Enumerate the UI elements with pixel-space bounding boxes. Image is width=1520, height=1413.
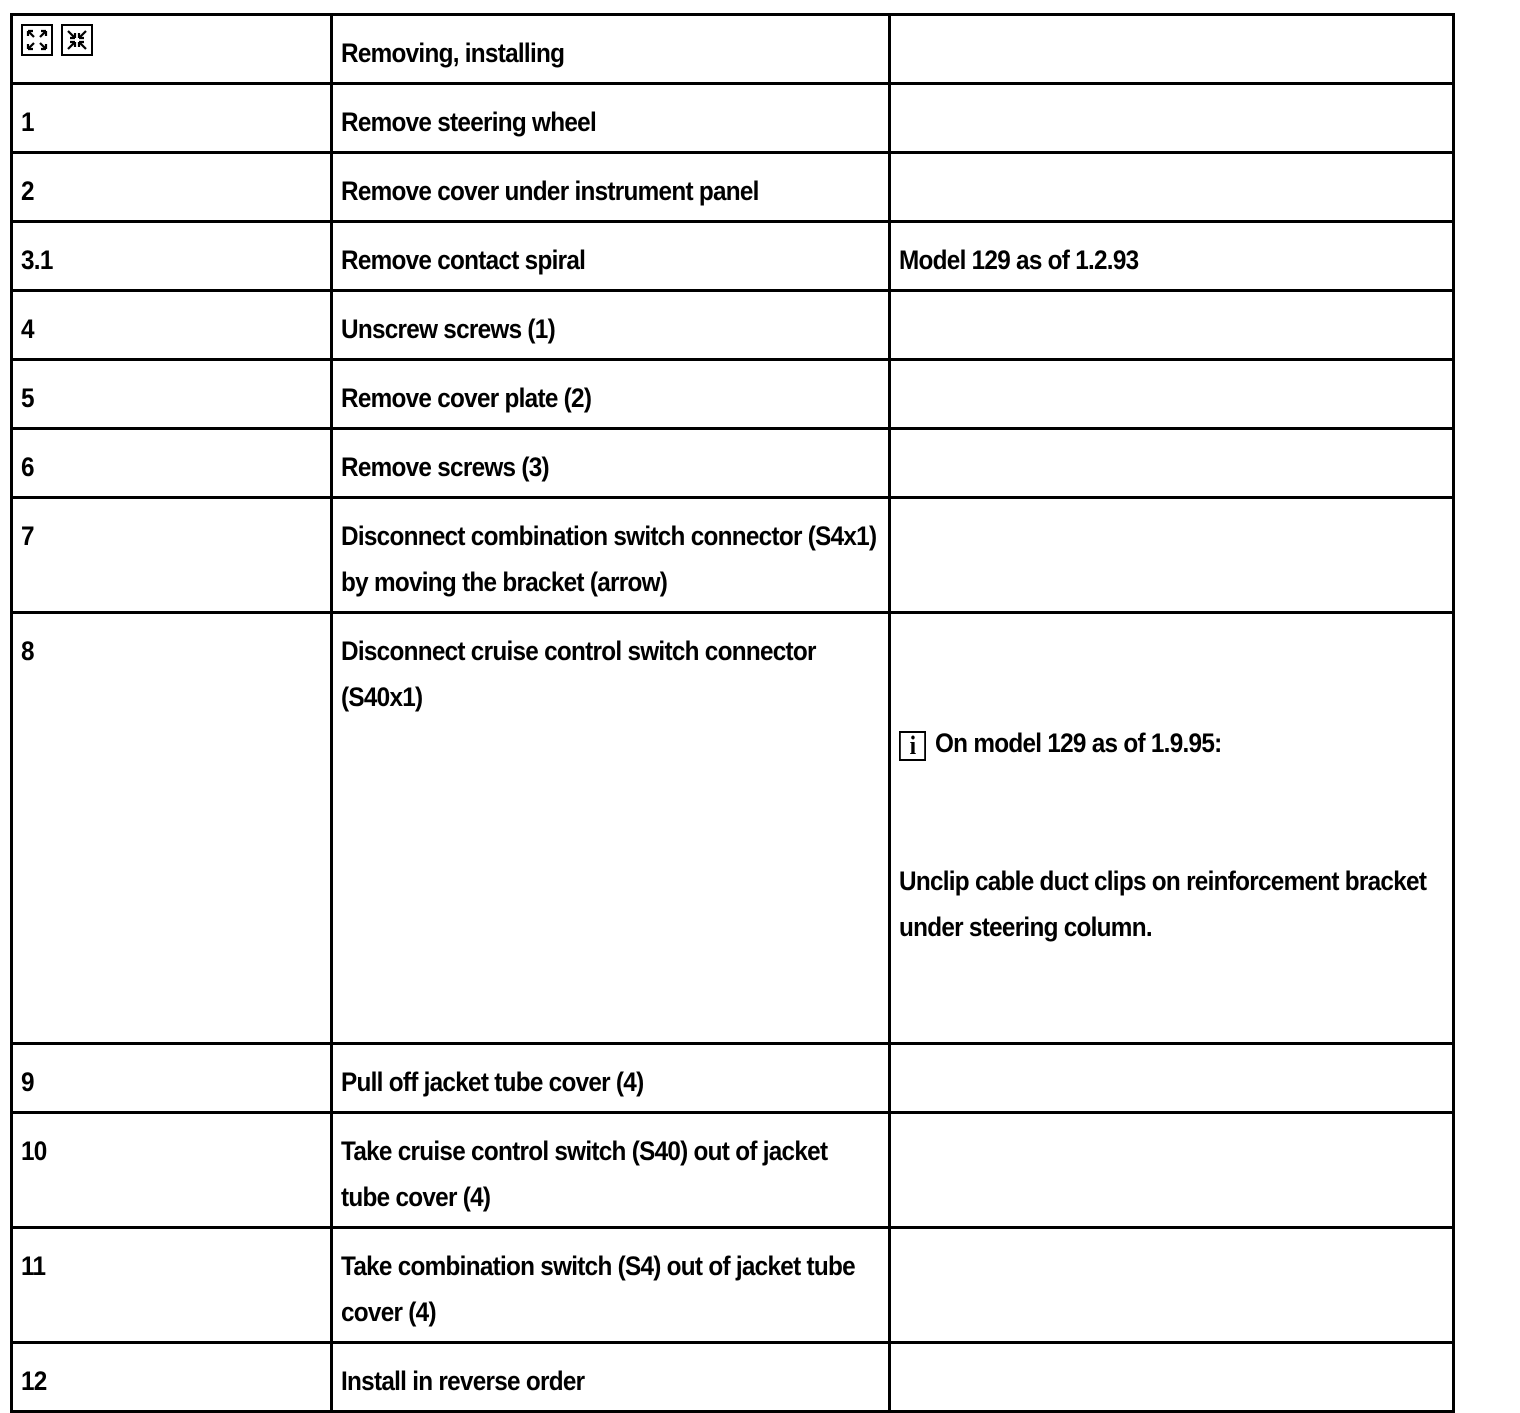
- step-action-cell: [332, 222, 890, 291]
- step-action: Remove cover under instrument panel: [341, 176, 759, 206]
- step-number: 12: [21, 1366, 47, 1396]
- step-note-cell: [890, 1343, 1454, 1412]
- step-note-cell: [890, 84, 1454, 153]
- step-action-cell: [332, 153, 890, 222]
- table-row: [12, 222, 1454, 291]
- step-action: Remove steering wheel: [341, 107, 596, 137]
- step-note-cell: [890, 1228, 1454, 1343]
- step-action: Remove screws (3): [341, 452, 549, 482]
- header-icons-cell: [12, 15, 332, 84]
- step-action-cell: [332, 291, 890, 360]
- step-number: 2: [21, 176, 34, 206]
- step-number: 7: [21, 521, 34, 551]
- step-number: 6: [21, 452, 34, 482]
- step-number-cell: [12, 1228, 332, 1343]
- step-number-cell: [12, 222, 332, 291]
- step-note: [899, 628, 1443, 1042]
- note-line: Unclip cable duct clips on reinforcement bracket under steering column.: [899, 866, 1433, 942]
- table-header-row: [12, 15, 1454, 84]
- table-row: [12, 360, 1454, 429]
- step-action-cell: [332, 613, 890, 1044]
- step-action: Take combination switch (S4) out of jacket tube cover (4): [341, 1251, 861, 1327]
- step-action-cell: [332, 1343, 890, 1412]
- step-number: 5: [21, 383, 34, 413]
- step-action: Unscrew screws (1): [341, 314, 555, 344]
- header-title: Removing, installing: [341, 38, 565, 68]
- step-note-cell: [890, 1113, 1454, 1228]
- step-action-cell: [332, 1044, 890, 1113]
- step-note-cell: [890, 291, 1454, 360]
- step-note-cell: [890, 222, 1454, 291]
- step-action-cell: [332, 429, 890, 498]
- table-row: [12, 613, 1454, 1044]
- table-row: [12, 1228, 1454, 1343]
- table-row: [12, 1113, 1454, 1228]
- step-number-cell: [12, 153, 332, 222]
- table-row: [12, 84, 1454, 153]
- step-number-cell: [12, 84, 332, 153]
- step-action: Pull off jacket tube cover (4): [341, 1067, 644, 1097]
- step-action-cell: [332, 498, 890, 613]
- step-number: 4: [21, 314, 34, 344]
- step-action-cell: [332, 360, 890, 429]
- step-number: 3.1: [21, 245, 53, 275]
- step-action-cell: [332, 1228, 890, 1343]
- table-row: [12, 429, 1454, 498]
- table-row: [12, 1044, 1454, 1113]
- procedure-document: [10, 13, 1452, 1413]
- step-number-cell: [12, 1343, 332, 1412]
- step-number-cell: [12, 1044, 332, 1113]
- step-note-cell: [890, 613, 1454, 1044]
- procedure-table: [10, 13, 1455, 1413]
- step-action: Disconnect combination switch connector (S4x1) by moving the bracket (arrow): [341, 521, 883, 597]
- step-number-cell: [12, 613, 332, 1044]
- step-action: Install in reverse order: [341, 1366, 585, 1396]
- step-number: 10: [21, 1136, 47, 1166]
- step-note-cell: [890, 429, 1454, 498]
- note-line: i On model 129 as of 1.9.95:: [899, 720, 1443, 766]
- step-number-cell: [12, 429, 332, 498]
- step-number-cell: [12, 291, 332, 360]
- step-note: Model 129 as of 1.2.93: [899, 245, 1139, 275]
- step-note-cell: [890, 360, 1454, 429]
- table-row: [12, 153, 1454, 222]
- step-note-cell: [890, 1044, 1454, 1113]
- step-note-cell: [890, 498, 1454, 613]
- step-number: 11: [21, 1251, 46, 1281]
- step-number-cell: [12, 360, 332, 429]
- header-title-cell: [332, 15, 890, 84]
- step-number: 9: [21, 1067, 34, 1097]
- table-row: [12, 291, 1454, 360]
- step-action: Remove cover plate (2): [341, 383, 592, 413]
- step-action: Disconnect cruise control switch connector (S40x1): [341, 636, 822, 712]
- step-action-cell: [332, 84, 890, 153]
- step-number-cell: [12, 498, 332, 613]
- header-note-cell: [890, 15, 1454, 84]
- expand-arrows-icon: [21, 24, 53, 56]
- step-action: Remove contact spiral: [341, 245, 586, 275]
- step-note-cell: [890, 153, 1454, 222]
- step-number-cell: [12, 1113, 332, 1228]
- info-icon: i: [899, 731, 926, 761]
- step-number: 1: [21, 107, 34, 137]
- step-number: 8: [21, 636, 34, 666]
- step-action-cell: [332, 1113, 890, 1228]
- collapse-arrows-icon: [61, 24, 93, 56]
- table-row: [12, 498, 1454, 613]
- step-action: Take cruise control switch (S40) out of jacket tube cover (4): [341, 1136, 834, 1212]
- table-row: [12, 1343, 1454, 1412]
